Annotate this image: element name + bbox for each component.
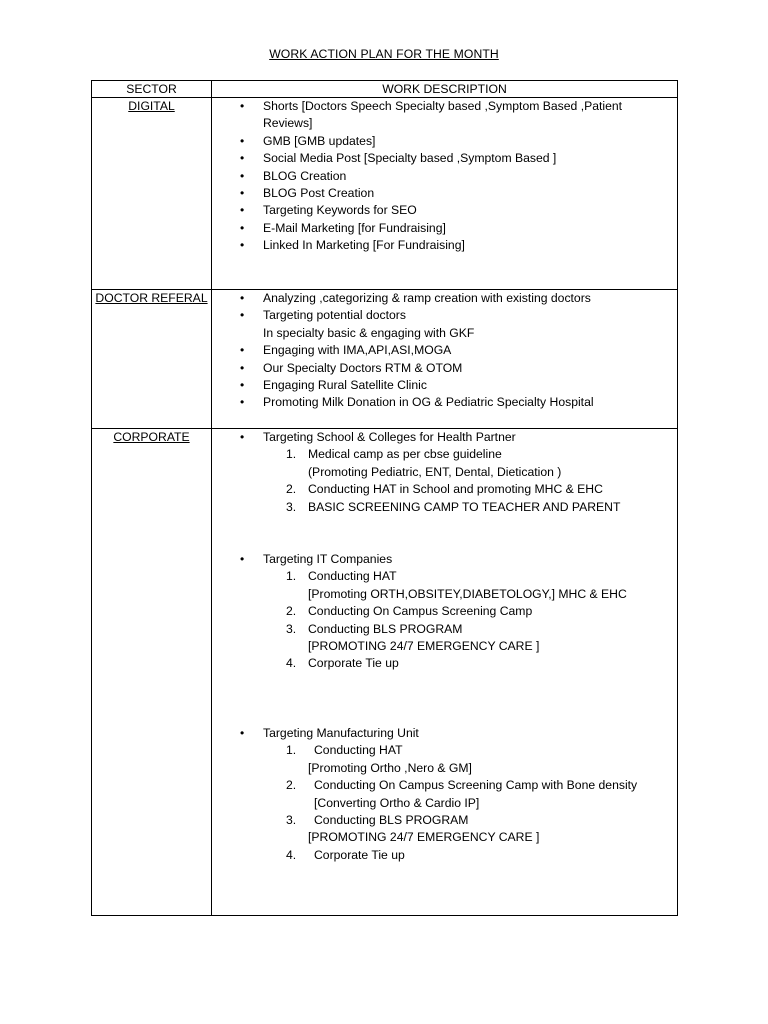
description-cell (212, 98, 678, 290)
numbered-item (212, 742, 677, 759)
table-row-doctor-referal (92, 290, 678, 429)
item-note: [Converting Ortho & Cardio IP] (314, 795, 480, 810)
list-item: • Targeting School & Colleges for Health Partner (212, 429, 677, 446)
item-number: 2. (286, 604, 297, 619)
list-item-continuation: In specialty basic & engaging with GKF (263, 325, 475, 340)
description-cell (212, 429, 678, 916)
list-item-continuation: Reviews] (263, 116, 313, 131)
numbered-item (212, 603, 677, 620)
item-text: Conducting BLS PROGRAM (308, 621, 463, 636)
item-number: 3. (286, 499, 297, 514)
table-header-row (92, 81, 678, 98)
list-item: • BLOG Creation (212, 168, 677, 185)
work-plan-table (91, 80, 678, 916)
list-item: • E-Mail Marketing [for Fundraising] (212, 220, 677, 237)
item-text: Corporate Tie up (308, 656, 399, 671)
sector-cell (92, 290, 212, 429)
item-number: 3. (286, 621, 297, 636)
list-item: • Targeting Keywords for SEO (212, 202, 677, 219)
item-number: 4. (286, 656, 297, 671)
list-item: • Analyzing ,categorizing & ramp creation with existing doctors (212, 290, 677, 307)
item-text: Conducting HAT (308, 569, 397, 584)
item-note: [PROMOTING 24/7 EMERGENCY CARE ] (308, 830, 540, 845)
list-item: • BLOG Post Creation (212, 185, 677, 202)
item-text: Conducting BLS PROGRAM (314, 812, 469, 827)
sector-column-header: SECTOR (92, 81, 212, 98)
item-note: [Promoting ORTH,OBSITEY,DIABETOLOGY,] MHC & EHC (308, 586, 627, 601)
list-item: • Linked In Marketing [For Fundraising] (212, 237, 677, 254)
numbered-item (212, 847, 677, 864)
spacer (212, 516, 677, 551)
list-item: • Our Specialty Doctors RTM & OTOM (212, 360, 677, 377)
item-number: 3. (286, 812, 297, 827)
description-column-header: WORK DESCRIPTION (212, 81, 678, 98)
item-number: 1. (286, 743, 297, 758)
item-text: Conducting On Campus Screening Camp (308, 604, 533, 619)
list-item: • Engaging Rural Satellite Clinic (212, 377, 677, 394)
sector-digital: DIGITAL (128, 99, 175, 113)
spacer (212, 673, 677, 725)
list-item: • Social Media Post [Specialty based ,Symptom Based ] (212, 150, 677, 167)
item-text: Medical camp as per cbse guideline (308, 447, 502, 462)
list-item: • Targeting IT Companies (212, 551, 677, 568)
numbered-item (212, 568, 677, 585)
sector-corporate: CORPORATE (113, 430, 190, 444)
sector-cell (92, 429, 212, 916)
list-item: • Promoting Milk Donation in OG & Pediatric Specialty Hospital (212, 394, 677, 411)
table-row-corporate (92, 429, 678, 916)
list-item: • GMB [GMB updates] (212, 133, 677, 150)
item-text: Conducting On Campus Screening Camp with Bone density (314, 778, 638, 793)
numbered-item (212, 655, 677, 672)
numbered-item (212, 777, 677, 794)
sector-cell (92, 98, 212, 290)
item-note: (Promoting Pediatric, ENT, Dental, Dietication ) (308, 464, 562, 479)
item-number: 1. (286, 569, 297, 584)
list-item: • Shorts [Doctors Speech Specialty based ,Symptom Based ,Patient (212, 98, 677, 115)
item-text: Corporate Tie up (314, 847, 405, 862)
item-number: 2. (286, 482, 297, 497)
list-item: • Engaging with IMA,API,ASI,MOGA (212, 342, 677, 359)
item-text: Conducting HAT (314, 743, 403, 758)
sector-doctor-referal: DOCTOR REFERAL (95, 291, 208, 305)
item-note: [Promoting Ortho ,Nero & GM] (308, 760, 472, 775)
list-item: • Targeting potential doctors (212, 307, 677, 324)
numbered-item (212, 621, 677, 638)
item-text: Conducting HAT in School and promoting MHC & EHC (308, 482, 603, 497)
table-row-digital (92, 98, 678, 290)
description-cell (212, 290, 678, 429)
page-title: WORK ACTION PLAN FOR THE MONTH (269, 47, 499, 61)
item-text: BASIC SCREENING CAMP TO TEACHER AND PARENT (308, 499, 621, 514)
numbered-item (212, 446, 677, 463)
item-number: 2. (286, 778, 297, 793)
numbered-item (212, 481, 677, 498)
numbered-item (212, 499, 677, 516)
item-number: 1. (286, 447, 297, 462)
numbered-item (212, 812, 677, 829)
item-note: [PROMOTING 24/7 EMERGENCY CARE ] (308, 639, 540, 654)
list-item: • Targeting Manufacturing Unit (212, 725, 677, 742)
item-number: 4. (286, 847, 297, 862)
